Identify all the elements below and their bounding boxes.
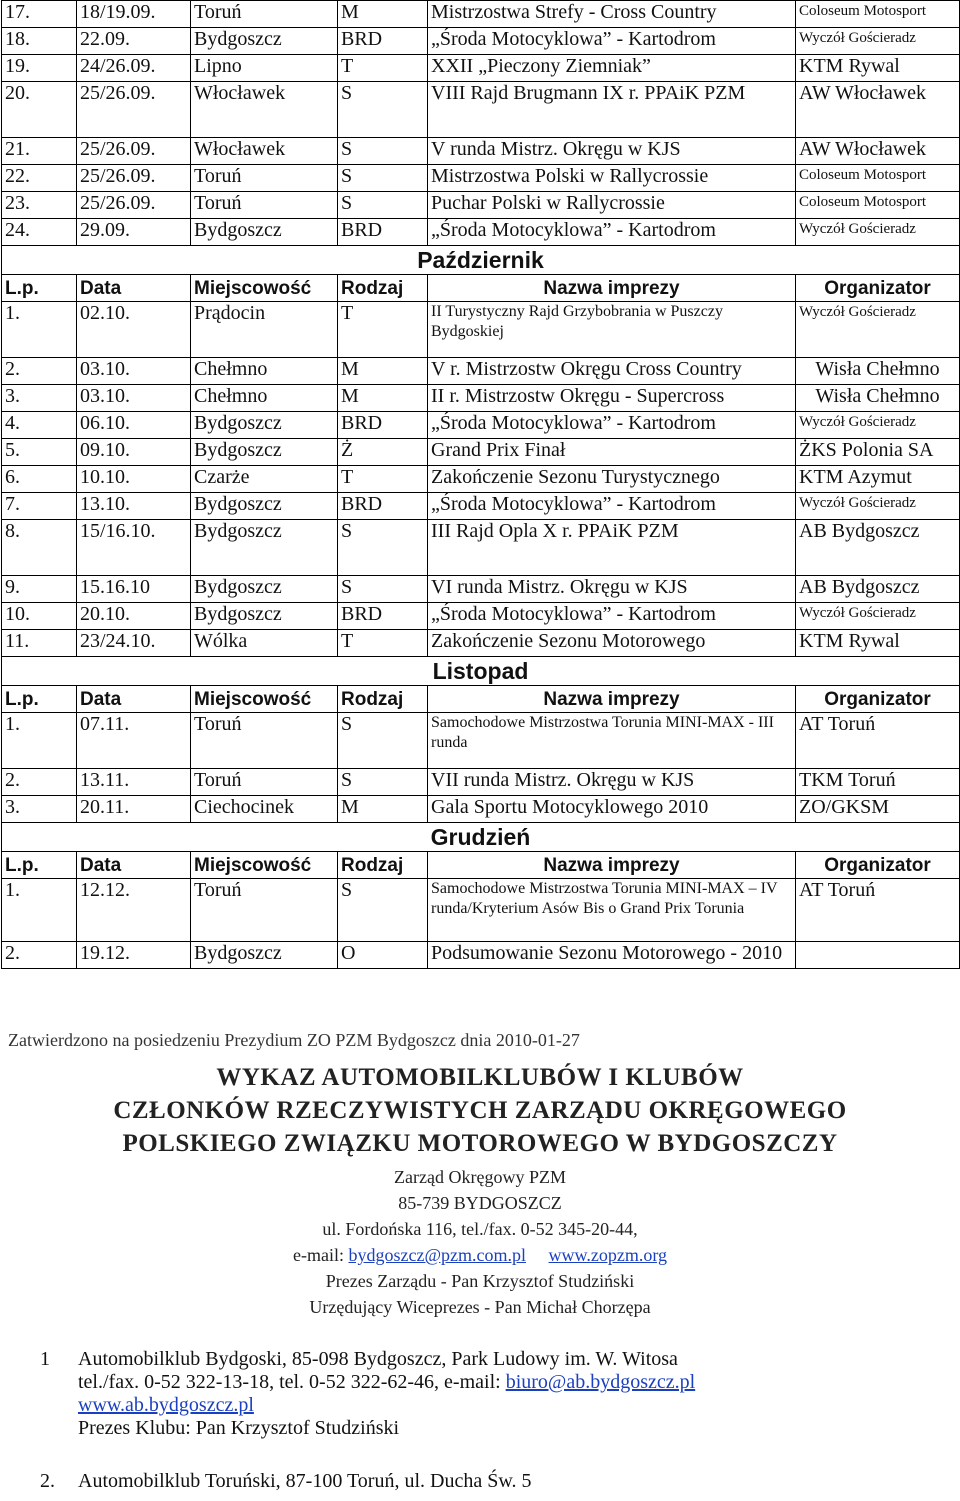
row-organizer: AB Bydgoszcz [796, 576, 960, 603]
row-event-name: II r. Mistrzostw Okręgu - Supercross [428, 385, 796, 412]
table-row [2, 165, 960, 192]
row-date: 07.11. [77, 713, 191, 769]
row-number: 1. [2, 879, 77, 942]
club-phones: tel./fax. 0-52 322-13-18, tel. 0-52 322-62-46, e-mail: [78, 1371, 501, 1393]
row-organizer: AB Bydgoszcz [796, 520, 960, 576]
row-organizer: Wisła Chełmno [796, 385, 960, 412]
club-website-link[interactable]: www.ab.bydgoszcz.pl [78, 1394, 254, 1416]
row-number: 18. [2, 28, 77, 55]
row-place: Prądocin [191, 302, 338, 358]
list-title-line-2: CZŁONKÓW RZECZYWISTYCH ZARZĄDU OKRĘGOWEGO [113, 1097, 847, 1124]
row-type: M [338, 796, 428, 823]
header-type: Rodzaj [338, 686, 428, 713]
header-lp: L.p. [2, 275, 77, 302]
table-row [2, 942, 960, 969]
row-event-name: Zakończenie Sezonu Turystycznego [428, 466, 796, 493]
row-number: 11. [2, 630, 77, 657]
row-type: T [338, 630, 428, 657]
row-organizer: TKM Toruń [796, 769, 960, 796]
table-row [2, 630, 960, 657]
row-date: 25/26.09. [77, 165, 191, 192]
row-event-name: V runda Mistrz. Okręgu w KJS [428, 138, 796, 165]
row-organizer: Wyczół Gościeradz [796, 219, 960, 246]
row-place: Toruń [191, 192, 338, 219]
row-number: 4. [2, 412, 77, 439]
row-organizer: Coloseum Motosport [796, 192, 960, 219]
row-number: 23. [2, 192, 77, 219]
row-place: Chełmno [191, 358, 338, 385]
row-event-name: Zakończenie Sezonu Motorowego [428, 630, 796, 657]
header-place: Miejscowość [191, 686, 338, 713]
row-type: S [338, 165, 428, 192]
board-postcode: 85-739 BYDGOSZCZ [398, 1193, 562, 1213]
row-place: Toruń [191, 769, 338, 796]
month-heading: Grudzień [2, 823, 960, 852]
header-name: Nazwa imprezy [428, 852, 796, 879]
row-event-name: „Środa Motocyklowa” - Kartodrom [428, 493, 796, 520]
club-number: 2. [40, 1470, 55, 1492]
row-date: 29.09. [77, 219, 191, 246]
row-date: 12.12. [77, 879, 191, 942]
table-row [2, 493, 960, 520]
row-type: S [338, 138, 428, 165]
row-place: Bydgoszcz [191, 576, 338, 603]
row-event-name: VII runda Mistrz. Okręgu w KJS [428, 769, 796, 796]
table-row [2, 796, 960, 823]
table-row [2, 769, 960, 796]
row-organizer: AT Toruń [796, 879, 960, 942]
club-email-link[interactable]: biuro@ab.bydgoszcz.pl [505, 1371, 696, 1393]
row-place: Chełmno [191, 385, 338, 412]
club-name-address: Automobilklub Bydgoski, 85-098 Bydgoszcz, Park Ludowy im. W. Witosa [78, 1348, 678, 1370]
row-event-name: Samochodowe Mistrzostwa Torunia MINI-MAX - III runda [428, 713, 796, 769]
row-place: Bydgoszcz [191, 493, 338, 520]
board-website-link[interactable]: www.zopzm.org [548, 1245, 667, 1265]
row-organizer: ZO/GKSM [796, 796, 960, 823]
row-place: Bydgoszcz [191, 412, 338, 439]
row-type: T [338, 302, 428, 358]
club-number: 1 [40, 1348, 50, 1370]
row-type: M [338, 385, 428, 412]
row-date: 13.10. [77, 493, 191, 520]
row-number: 9. [2, 576, 77, 603]
row-type: S [338, 192, 428, 219]
row-place: Bydgoszcz [191, 219, 338, 246]
club-phone-line [78, 1371, 695, 1394]
row-place: Włocławek [191, 82, 338, 138]
club-entry-1 [40, 1348, 695, 1440]
row-organizer: Wyczół Gościeradz [796, 412, 960, 439]
board-address: ul. Fordońska 116, tel./fax. 0-52 345-20-44, [322, 1219, 638, 1239]
row-event-name: V r. Mistrzostw Okręgu Cross Country [428, 358, 796, 385]
row-event-name: III Rajd Opla X r. PPAiK PZM [428, 520, 796, 576]
header-place: Miejscowość [191, 852, 338, 879]
row-number: 19. [2, 55, 77, 82]
row-type: S [338, 713, 428, 769]
table-row [2, 192, 960, 219]
row-type: S [338, 769, 428, 796]
row-date: 06.10. [77, 412, 191, 439]
header-lp: L.p. [2, 852, 77, 879]
row-date: 24/26.09. [77, 55, 191, 82]
row-place: Toruń [191, 879, 338, 942]
table-row [2, 55, 960, 82]
row-event-name: Samochodowe Mistrzostwa Torunia MINI-MAX – IV runda/Kryterium Asów Bis o Grand Prix Torunia [428, 879, 796, 942]
row-date: 15/16.10. [77, 520, 191, 576]
row-organizer [796, 942, 960, 969]
row-organizer: Coloseum Motosport [796, 165, 960, 192]
row-event-name: II Turystyczny Rajd Grzybobrania w Puszczy Bydgoskiej [428, 302, 796, 358]
table-row [2, 879, 960, 942]
row-place: Bydgoszcz [191, 439, 338, 466]
header-date: Data [77, 275, 191, 302]
header-date: Data [77, 852, 191, 879]
table-header-row [2, 852, 960, 879]
row-place: Toruń [191, 713, 338, 769]
row-number: 1. [2, 713, 77, 769]
header-type: Rodzaj [338, 852, 428, 879]
header-place: Miejscowość [191, 275, 338, 302]
table-row [2, 358, 960, 385]
table-row [2, 713, 960, 769]
header-name: Nazwa imprezy [428, 686, 796, 713]
table-row [2, 219, 960, 246]
table-row [2, 1, 960, 28]
header-name: Nazwa imprezy [428, 275, 796, 302]
row-number: 20. [2, 82, 77, 138]
row-number: 5. [2, 439, 77, 466]
table-row [2, 82, 960, 138]
row-organizer: Wyczół Gościeradz [796, 302, 960, 358]
row-date: 25/26.09. [77, 192, 191, 219]
header-org: Organizator [796, 852, 960, 879]
row-number: 3. [2, 796, 77, 823]
row-type: BRD [338, 412, 428, 439]
club-entry-2 [40, 1470, 532, 1493]
row-organizer: Wyczół Gościeradz [796, 28, 960, 55]
row-type: O [338, 942, 428, 969]
row-place: Bydgoszcz [191, 942, 338, 969]
row-event-name: VI runda Mistrz. Okręgu w KJS [428, 576, 796, 603]
row-type: BRD [338, 493, 428, 520]
row-organizer: AW Włocławek [796, 138, 960, 165]
row-event-name: „Środa Motocyklowa” - Kartodrom [428, 603, 796, 630]
month-heading: Listopad [2, 657, 960, 686]
approval-note: Zatwierdzono na posiedzeniu Prezydium ZO PZM Bydgoszcz dnia 2010-01-27 [8, 1030, 580, 1050]
board-email-link[interactable]: bydgoszcz@pzm.com.pl [348, 1245, 527, 1265]
row-event-name: „Środa Motocyklowa” - Kartodrom [428, 412, 796, 439]
row-organizer: Wyczół Gościeradz [796, 603, 960, 630]
table-row [2, 385, 960, 412]
row-event-name: Gala Sportu Motocyklowego 2010 [428, 796, 796, 823]
row-number: 2. [2, 769, 77, 796]
board-president: Prezes Zarządu - Pan Krzysztof Studziński [325, 1271, 635, 1291]
row-date: 20.10. [77, 603, 191, 630]
row-number: 21. [2, 138, 77, 165]
row-type: T [338, 55, 428, 82]
row-event-name: Puchar Polski w Rallycrossie [428, 192, 796, 219]
month-heading-row [2, 246, 960, 275]
row-date: 20.11. [77, 796, 191, 823]
table-row [2, 28, 960, 55]
table-row [2, 138, 960, 165]
row-type: S [338, 879, 428, 942]
row-organizer: Wisła Chełmno [796, 358, 960, 385]
table-row [2, 439, 960, 466]
row-date: 10.10. [77, 466, 191, 493]
row-place: Toruń [191, 1, 338, 28]
row-organizer: Wyczół Gościeradz [796, 493, 960, 520]
row-type: S [338, 576, 428, 603]
email-label: e-mail: [293, 1245, 344, 1265]
table-row [2, 302, 960, 358]
row-number: 2. [2, 942, 77, 969]
row-number: 8. [2, 520, 77, 576]
row-event-name: Podsumowanie Sezonu Motorowego - 2010 [428, 942, 796, 969]
row-type: BRD [338, 28, 428, 55]
row-date: 03.10. [77, 358, 191, 385]
row-place: Bydgoszcz [191, 520, 338, 576]
table-header-row [2, 686, 960, 713]
table-header-row [2, 275, 960, 302]
club-name-address: Automobilklub Toruński, 87-100 Toruń, ul. Ducha Św. 5 [78, 1470, 532, 1492]
row-place: Czarże [191, 466, 338, 493]
row-type: Ż [338, 439, 428, 466]
row-number: 7. [2, 493, 77, 520]
header-org: Organizator [796, 275, 960, 302]
row-type: M [338, 358, 428, 385]
row-type: S [338, 82, 428, 138]
table-row [2, 520, 960, 576]
row-number: 6. [2, 466, 77, 493]
row-number: 1. [2, 302, 77, 358]
table-row [2, 603, 960, 630]
table-row [2, 412, 960, 439]
month-heading-row [2, 657, 960, 686]
row-event-name: XXII „Pieczony Ziemniak” [428, 55, 796, 82]
row-place: Toruń [191, 165, 338, 192]
row-event-name: Grand Prix Finał [428, 439, 796, 466]
list-title-line-1: WYKAZ AUTOMOBILKLUBÓW I KLUBÓW [216, 1064, 744, 1091]
row-place: Bydgoszcz [191, 603, 338, 630]
row-type: S [338, 520, 428, 576]
header-type: Rodzaj [338, 275, 428, 302]
row-date: 18/19.09. [77, 1, 191, 28]
row-type: BRD [338, 219, 428, 246]
row-number: 17. [2, 1, 77, 28]
row-number: 10. [2, 603, 77, 630]
row-date: 02.10. [77, 302, 191, 358]
row-type: M [338, 1, 428, 28]
row-date: 19.12. [77, 942, 191, 969]
row-event-name: „Środa Motocyklowa” - Kartodrom [428, 219, 796, 246]
row-organizer: ŻKS Polonia SA [796, 439, 960, 466]
table-row [2, 466, 960, 493]
row-date: 15.16.10 [77, 576, 191, 603]
row-date: 22.09. [77, 28, 191, 55]
row-organizer: KTM Rywal [796, 55, 960, 82]
row-number: 2. [2, 358, 77, 385]
row-place: Wólka [191, 630, 338, 657]
table-row [2, 576, 960, 603]
row-place: Lipno [191, 55, 338, 82]
row-organizer: AW Włocławek [796, 82, 960, 138]
row-number: 3. [2, 385, 77, 412]
row-type: T [338, 466, 428, 493]
row-event-name: Mistrzostwa Strefy - Cross Country [428, 1, 796, 28]
row-place: Ciechocinek [191, 796, 338, 823]
row-date: 25/26.09. [77, 82, 191, 138]
row-date: 23/24.10. [77, 630, 191, 657]
header-date: Data [77, 686, 191, 713]
club-president: Prezes Klubu: Pan Krzysztof Studziński [78, 1417, 400, 1439]
row-type: BRD [338, 603, 428, 630]
row-place: Włocławek [191, 138, 338, 165]
row-place: Bydgoszcz [191, 28, 338, 55]
row-organizer: KTM Azymut [796, 466, 960, 493]
month-heading: Październik [2, 246, 960, 275]
list-title-line-3: POLSKIEGO ZWIĄZKU MOTOROWEGO W BYDGOSZCZY [122, 1130, 838, 1157]
row-number: 22. [2, 165, 77, 192]
row-event-name: VIII Rajd Brugmann IX r. PPAiK PZM [428, 82, 796, 138]
row-event-name: „Środa Motocyklowa” - Kartodrom [428, 28, 796, 55]
board-contact [0, 1245, 960, 1266]
row-date: 03.10. [77, 385, 191, 412]
month-heading-row [2, 823, 960, 852]
row-organizer: Coloseum Motosport [796, 1, 960, 28]
row-organizer: AT Toruń [796, 713, 960, 769]
row-date: 13.11. [77, 769, 191, 796]
row-date: 09.10. [77, 439, 191, 466]
header-lp: L.p. [2, 686, 77, 713]
row-event-name: Mistrzostwa Polski w Rallycrossie [428, 165, 796, 192]
board-name: Zarząd Okręgowy PZM [394, 1167, 566, 1187]
board-vice-president: Urzędujący Wiceprezes - Pan Michał Chorzępa [309, 1297, 651, 1317]
header-org: Organizator [796, 686, 960, 713]
row-date: 25/26.09. [77, 138, 191, 165]
row-number: 24. [2, 219, 77, 246]
schedule-table [1, 0, 960, 969]
row-organizer: KTM Rywal [796, 630, 960, 657]
